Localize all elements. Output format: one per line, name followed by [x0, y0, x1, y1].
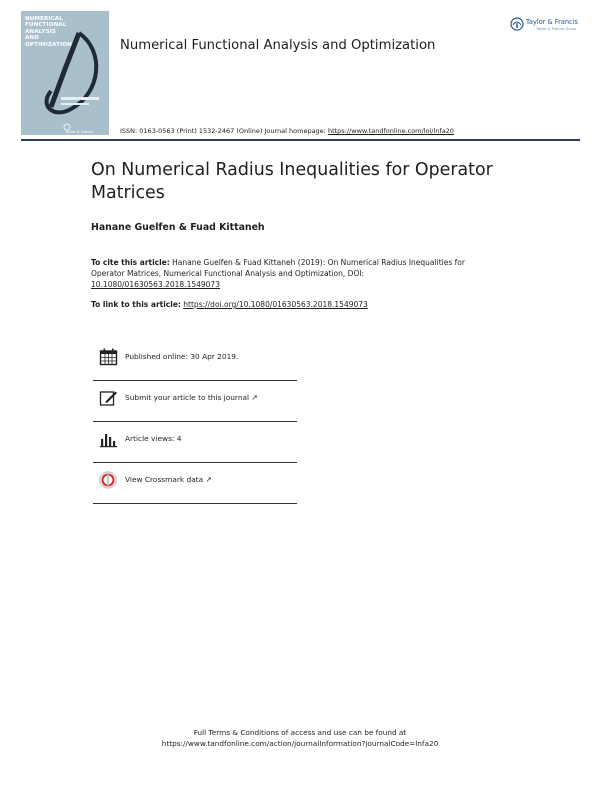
row-divider	[93, 503, 297, 504]
link-line	[91, 300, 368, 309]
cover-publisher: Taylor & Francis	[65, 130, 94, 134]
published-date: Published online: 30 Apr 2019.	[125, 352, 239, 361]
external-link-icon: ↗	[251, 393, 258, 402]
calendar-icon	[99, 348, 119, 366]
cover-artwork	[21, 11, 109, 135]
footer-line-1: Full Terms & Conditions of access and use can be found at	[193, 728, 407, 737]
article-title: On Numerical Radius Inequalities for Operator Matrices	[91, 160, 493, 203]
published-row	[99, 346, 297, 374]
journal-title: Numerical Functional Analysis and Optimization	[120, 38, 436, 53]
bar-chart-icon	[99, 430, 119, 448]
row-divider	[93, 421, 297, 422]
edit-icon	[99, 389, 119, 407]
journal-cover-image	[21, 11, 109, 135]
submit-row[interactable]	[99, 387, 297, 415]
crossmark-row[interactable]	[99, 469, 297, 497]
cover-title: NUMERICAL FUNCTIONAL ANALYSIS AND OPTIMIZATION	[25, 16, 72, 48]
row-divider	[93, 380, 297, 381]
crossmark-link[interactable]: View Crossmark data ↗	[125, 475, 212, 484]
article-views: Article views: 4	[125, 434, 182, 443]
publisher-logo-icon	[510, 17, 524, 31]
publisher-tagline: Taylor & Francis Group	[536, 27, 577, 31]
cite-text: Hanane Guelfen & Fuad Kittaneh (2019): On Numerical Radius Inequalities for Operator Matrices, Numerical Functional Analysis and Optimization, DOI:	[91, 258, 465, 279]
publisher-logo[interactable]	[510, 15, 590, 37]
link-label: To link to this article:	[91, 300, 181, 309]
issn-text: ISSN: 0163-0563 (Print) 1532-2467 (Online) Journal homepage:	[120, 127, 326, 135]
footer-terms-link[interactable]: https://www.tandfonline.com/action/journalInformation?journalCode=lnfa20	[161, 739, 439, 748]
footer-terms	[0, 727, 600, 749]
crossmark-icon	[99, 471, 119, 489]
header-divider	[21, 139, 580, 141]
journal-homepage-link[interactable]: https://www.tandfonline.com/loi/lnfa20	[327, 127, 454, 135]
submit-article-link[interactable]: Submit your article to this journal ↗	[125, 393, 258, 402]
citation-block	[91, 257, 491, 291]
external-link-icon: ↗	[205, 475, 212, 484]
views-row	[99, 428, 297, 456]
article-doi-link[interactable]: https://doi.org/10.1080/01630563.2018.1549073	[183, 300, 368, 309]
cite-doi-link[interactable]: 10.1080/01630563.2018.1549073	[91, 280, 220, 290]
issn-line	[120, 127, 454, 135]
publisher-name: Taylor & Francis	[526, 18, 578, 26]
article-authors: Hanane Guelfen & Fuad Kittaneh	[91, 222, 265, 233]
row-divider	[93, 462, 297, 463]
cite-label: To cite this article:	[91, 258, 170, 267]
